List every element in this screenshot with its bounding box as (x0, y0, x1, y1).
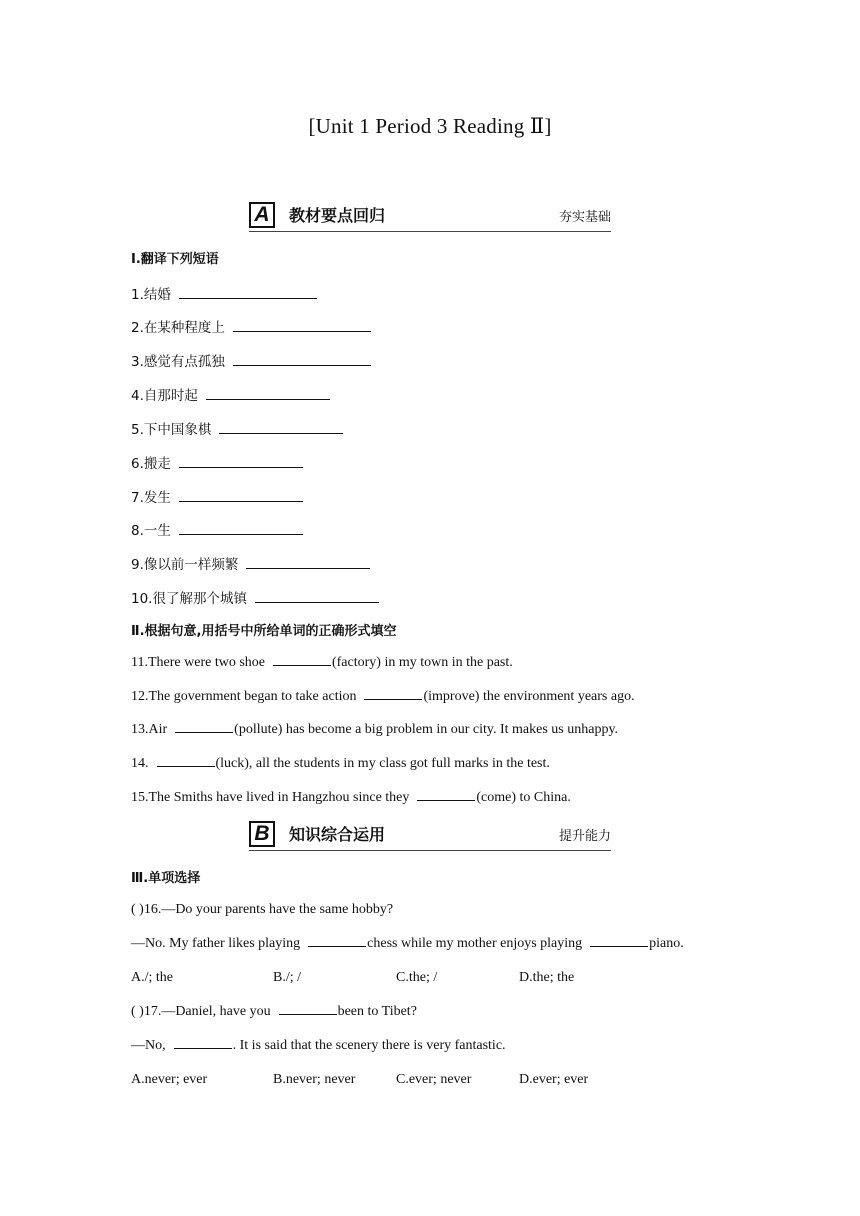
phrase-item-4: 4.自那时起 (131, 384, 330, 405)
q17-option-a[interactable]: A.never; ever (131, 1072, 208, 1087)
phrase-item-9: 9.像以前一样频繁 (131, 553, 370, 574)
section-1-heading: Ⅰ.翻译下列短语 (131, 252, 219, 267)
answer-blank[interactable] (590, 945, 648, 947)
banner-letter-a: A (249, 202, 275, 228)
question-16-reply: —No. My father likes playing chess while my mother enjoys playing piano. (131, 936, 684, 951)
answer-blank[interactable] (179, 533, 303, 535)
answer-blank[interactable] (174, 1047, 232, 1049)
answer-blank[interactable] (179, 297, 317, 299)
answer-blank[interactable] (246, 567, 370, 569)
q16-option-a[interactable]: A./; the (131, 970, 173, 985)
answer-blank[interactable] (364, 698, 422, 700)
phrase-item-2: 2.在某种程度上 (131, 316, 371, 337)
phrase-item-5: 5.下中国象棋 (131, 418, 343, 439)
phrase-item-8: 8.一生 (131, 519, 303, 540)
fill-item-12: 12.The government began to take action (improve) the environment years ago. (131, 689, 635, 704)
answer-blank[interactable] (417, 799, 475, 801)
phrase-item-10: 10.很了解那个城镇 (131, 587, 379, 608)
answer-blank[interactable] (175, 731, 233, 733)
page-title: [Unit 1 Period 3 Reading Ⅱ] (308, 114, 552, 138)
q17-option-d[interactable]: D.ever; ever (519, 1072, 589, 1087)
fill-item-14: 14. (luck), all the students in my class got full marks in the test. (131, 756, 550, 771)
q17-option-b[interactable]: B.never; never (273, 1072, 356, 1087)
fill-item-15: 15.The Smiths have lived in Hangzhou since they (come) to China. (131, 790, 571, 805)
phrase-item-3: 3.感觉有点孤独 (131, 350, 371, 371)
phrase-item-7: 7.发生 (131, 486, 303, 507)
question-17-reply: —No, . It is said that the scenery there is very fantastic. (131, 1038, 506, 1053)
answer-blank[interactable] (157, 765, 215, 767)
question-16-stem: ( )16.—Do your parents have the same hobby? (131, 902, 394, 917)
banner-tag-b: 提升能力 (558, 829, 611, 844)
answer-blank[interactable] (179, 500, 303, 502)
fill-item-13: 13.Air (pollute) has become a big problem in our city. It makes us unhappy. (131, 722, 619, 737)
fill-item-11: 11.There were two shoe (factory) in my town in the past. (131, 655, 513, 670)
answer-blank[interactable] (219, 432, 343, 434)
answer-blank[interactable] (308, 945, 366, 947)
answer-blank[interactable] (255, 601, 379, 603)
section-banner-a (249, 201, 611, 232)
section-banner-b (249, 820, 611, 851)
question-17-stem: ( )17.—Daniel, have you been to Tibet? (131, 1004, 417, 1019)
banner-letter-b: B (249, 821, 275, 847)
phrase-item-6: 6.搬走 (131, 452, 303, 473)
q16-option-d[interactable]: D.the; the (519, 970, 575, 985)
banner-tag-a: 夯实基础 (558, 210, 611, 225)
answer-blank[interactable] (206, 398, 330, 400)
answer-blank[interactable] (279, 1013, 337, 1015)
banner-heading-a: 教材要点回归 (289, 206, 386, 225)
q16-option-c[interactable]: C.the; / (396, 970, 438, 985)
q16-option-b[interactable]: B./; / (273, 970, 302, 985)
answer-blank[interactable] (273, 664, 331, 666)
section-3-heading: Ⅲ.单项选择 (131, 871, 201, 886)
q17-option-c[interactable]: C.ever; never (396, 1072, 472, 1087)
phrase-item-1: 1.结婚 (131, 283, 317, 304)
answer-blank[interactable] (179, 466, 303, 468)
banner-heading-b: 知识综合运用 (289, 825, 386, 844)
section-2-heading: Ⅱ.根据句意,用括号中所给单词的正确形式填空 (131, 624, 397, 639)
answer-blank[interactable] (233, 364, 371, 366)
answer-blank[interactable] (233, 330, 371, 332)
